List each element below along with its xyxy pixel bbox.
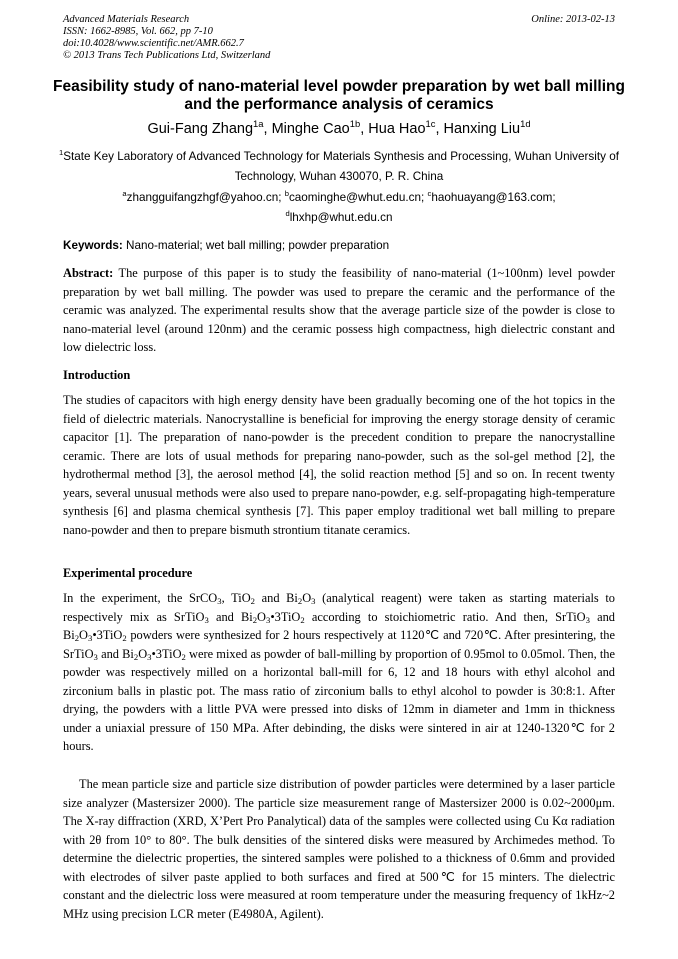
experimental-paragraph-1: In the experiment, the SrCO$_3$, TiO$_2$ and $Bi_2O_3$ (analytical reagent) were taken as starting materials to respectively mix as SrTiO$_3$ and $Bi_2O_3•3TiO_2$ according to stoichiometric ratio. And then, SrTiO$_3$ and $Bi_2O_3•3TiO_2$ powders were synthesized for 2 hours respectively at 1120℃ and 720℃. After presintering, the SrTiO$_3$ and $Bi_2O_3•3TiO_2$ were mixed as powder of ball-milling by proportion of 0.95mol to 0.05mol. Then, the powder was respectively milled on a horizontal ball-mill for 6, 12 and 18 hours with ethyl alcohol and zirconium balls in plastic pot. The mass ratio of zirconium balls to ethyl alcohol to powder is 30:8:1. After drying, the powders with a little PVA were pressed into disks of 12mm in diameter and 1mm in thickness under a uniaxial pressure of 150 MPa. After debinding, the disks were sintered in air at 1240-1320℃ for 2 hours. [63, 591, 615, 753]
affiliation-text: State Key Laboratory of Advanced Technology for Materials Synthesis and Processing, Wuhan University of Technology, Wuhan 430070, P. R. China [63, 150, 619, 183]
subscript: 3 [217, 596, 222, 607]
keywords-label: Keywords: [63, 239, 123, 252]
email-list [50, 188, 628, 227]
abstract-text: The purpose of this paper is to study the feasibility of nano-material (1~100nm) level powder preparation by wet ball milling. The powder was used to prepare the ceramic and the performance of the ceramic was analyzed. The experimental results show that the average particle size of the powder is close to nano-material level (around 120nm) and the ceramic possess high compactness, high dielectric constant and low dielectric loss. [63, 266, 616, 354]
email-address[interactable]: lhxhp@whut.edu.cn [289, 210, 393, 224]
journal-copyright: © 2013 Trans Tech Publications Ltd, Switzerland [63, 50, 271, 61]
affiliation [50, 147, 628, 186]
subscript: 2 [297, 596, 303, 607]
author-name: Gui-Fang Zhang [147, 121, 254, 137]
email-sup: d [285, 208, 290, 218]
journal-name: Advanced Materials Research [63, 14, 190, 25]
introduction-paragraph: The studies of capacitors with high energy density have been gradually becoming one of the hot topics in the field of dielectric materials. Nanocrystalline is beneficial for improving the energy storage density of ceramic capacitor [1]. The preparation of nano-powder is the precedent condition to prepare the nanocrystalline ceramic. There are lots of usual methods for preparing nano-powder, such as the sol-gel method [2], the hydrothermal method [3], the aerosol method [4], the solid reaction method [5] and so on. In recent twenty years, several unusual methods were also used to prepare nano-powder, e.g. self-propagating high-temperature synthesis [6] and plasma chemical synthesis [7]. This paper employ traditional wet ball milling to prepare nano-powder and then to prepare bismuth strontium titanate ceramics. [63, 393, 615, 537]
email-sup: a [122, 189, 127, 199]
keywords [63, 238, 615, 254]
email-address[interactable]: haohuayang@163.com; [431, 191, 556, 204]
subscript: 2 [122, 633, 127, 644]
keywords-text: Nano-material; wet ball milling; powder preparation [126, 239, 390, 252]
subscript: 3 [88, 633, 93, 644]
journal-header [63, 14, 615, 62]
subscript: 2 [252, 614, 258, 625]
author-name: Hanxing Liu [443, 121, 521, 137]
author-sup: 1d [520, 118, 531, 130]
abstract-label: Abstract: [63, 266, 114, 280]
subscript: 2 [74, 633, 80, 644]
section-heading-experimental: Experimental procedure [63, 566, 193, 580]
subscript: 2 [300, 614, 305, 625]
subscript: 3 [93, 651, 98, 662]
subscript: 3 [204, 614, 209, 625]
affiliation-sup: 1 [59, 148, 64, 158]
subscript: 3 [311, 596, 316, 607]
email-address[interactable]: caominghe@whut.edu.cn; [288, 191, 425, 204]
subscript: 2 [133, 651, 139, 662]
email-sup: b [284, 189, 289, 199]
author-list: Gui-Fang Zhang$^{1a}$, Minghe Cao$^{1b}$, Hua Hao$^{1c}$, Hanxing Liu$^{1d}$ [147, 118, 531, 137]
online-date: Online: 2013-02-13 [531, 14, 615, 25]
subscript: 3 [147, 651, 152, 662]
author-sup: 1b [349, 118, 361, 130]
author-sup: 1c [425, 118, 436, 130]
subscript: 3 [266, 614, 271, 625]
experimental-paragraph-2: The mean particle size and particle size distribution of powder particles were determined by a laser particle size analyzer (Mastersizer 2000). The particle size measurement range of Mastersizer 2000 is 0.02~2000μm. The X-ray diffraction (XRD, X’Pert Pro Panalytical) data of the samples were collected using Cu Kα radiation with 2θ from 10° to 80°. The bulk densities of the sintered disks were measured by Archimedes method. To determine the dielectric properties, the sintered samples were polished to a thickness of 0.6mm and provided with electrodes of silver paste applied to both surfaces and fired at 500℃ for 15 minters. The dielectric constant and the dielectric loss were measured at room temperature under the measuring frequency of 1kHz~2 MHz using precision LCR meter (E4980A, Agilent). [63, 777, 615, 921]
author-name: Hua Hao [368, 121, 426, 137]
paper-title: Feasibility study of nano-material level powder preparation by wet ball milling and the performance analysis of ceramics [53, 78, 625, 113]
section-heading-introduction: Introduction [63, 368, 131, 382]
email-sup: c [427, 189, 432, 199]
journal-issn: ISSN: 1662-8985, Vol. 662, pp 7-10 [63, 26, 213, 37]
subscript: 3 [585, 614, 590, 625]
author-sup: 1a [253, 118, 264, 130]
email-address[interactable]: zhangguifangzhgf@yahoo.cn; [126, 191, 282, 204]
subscript: 2 [250, 596, 255, 607]
journal-doi: doi:10.4028/www.scientific.net/AMR.662.7 [63, 38, 244, 49]
subscript: 2 [181, 651, 186, 662]
abstract [63, 264, 615, 357]
author-name: Minghe Cao [271, 121, 350, 137]
